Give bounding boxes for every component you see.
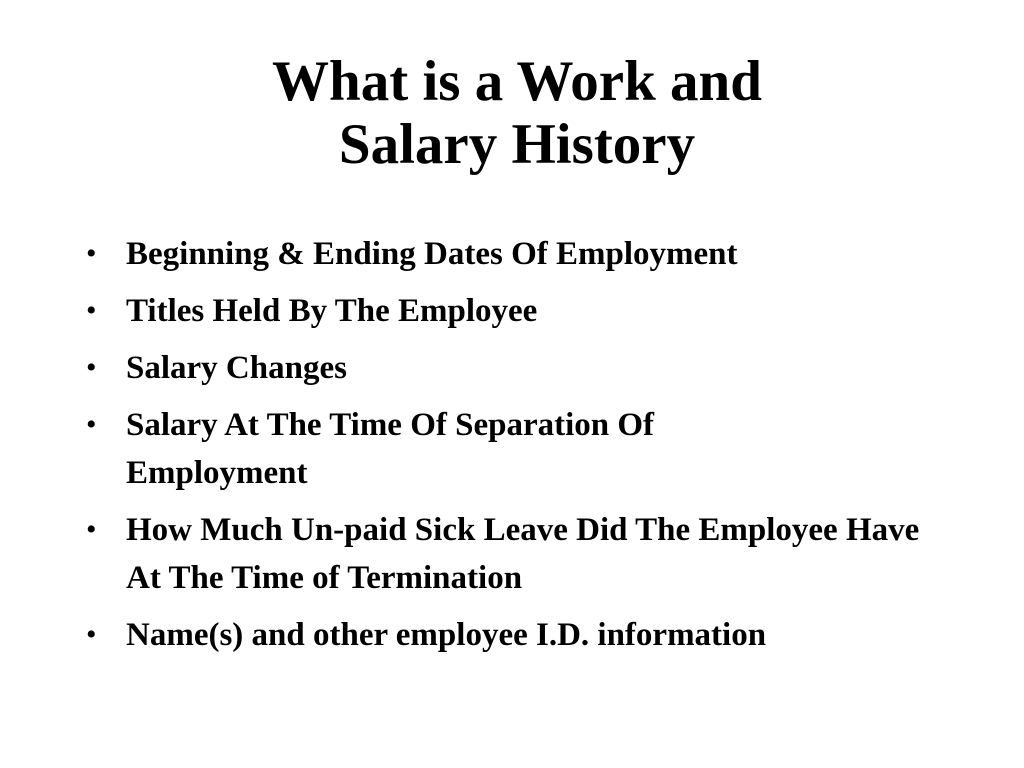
bullet-item: [82, 506, 946, 602]
bullet-icon: •: [86, 351, 97, 384]
bullet-icon: •: [86, 294, 97, 327]
bullet-text: How Much Un-paid Sick Leave Did The Employee Have At The Time of Termination: [126, 512, 920, 596]
bullet-text: Name(s) and other employee I.D. information: [126, 617, 767, 653]
bullet-icon: •: [86, 408, 97, 441]
slide-title-line-2: Salary History: [338, 113, 696, 176]
bullet-text: Titles Held By The Employee: [126, 293, 538, 329]
bullet-item: [82, 344, 962, 392]
bullet-text: Beginning & Ending Dates Of Employment: [126, 236, 738, 272]
bullet-text: Salary At The Time Of Separation Of Employment: [126, 407, 655, 491]
slide-title: [0, 50, 1024, 176]
bullet-icon: •: [86, 513, 97, 546]
bullet-item: [82, 401, 826, 497]
bullet-icon: •: [86, 618, 97, 651]
slide-title-line-1: What is a Work and: [272, 50, 762, 113]
bullet-item: [82, 611, 962, 659]
bullet-text: Salary Changes: [126, 350, 347, 386]
bullet-icon: •: [86, 237, 97, 270]
bullet-item: [82, 287, 962, 335]
bullet-list: [82, 230, 962, 668]
bullet-item: [82, 230, 962, 278]
